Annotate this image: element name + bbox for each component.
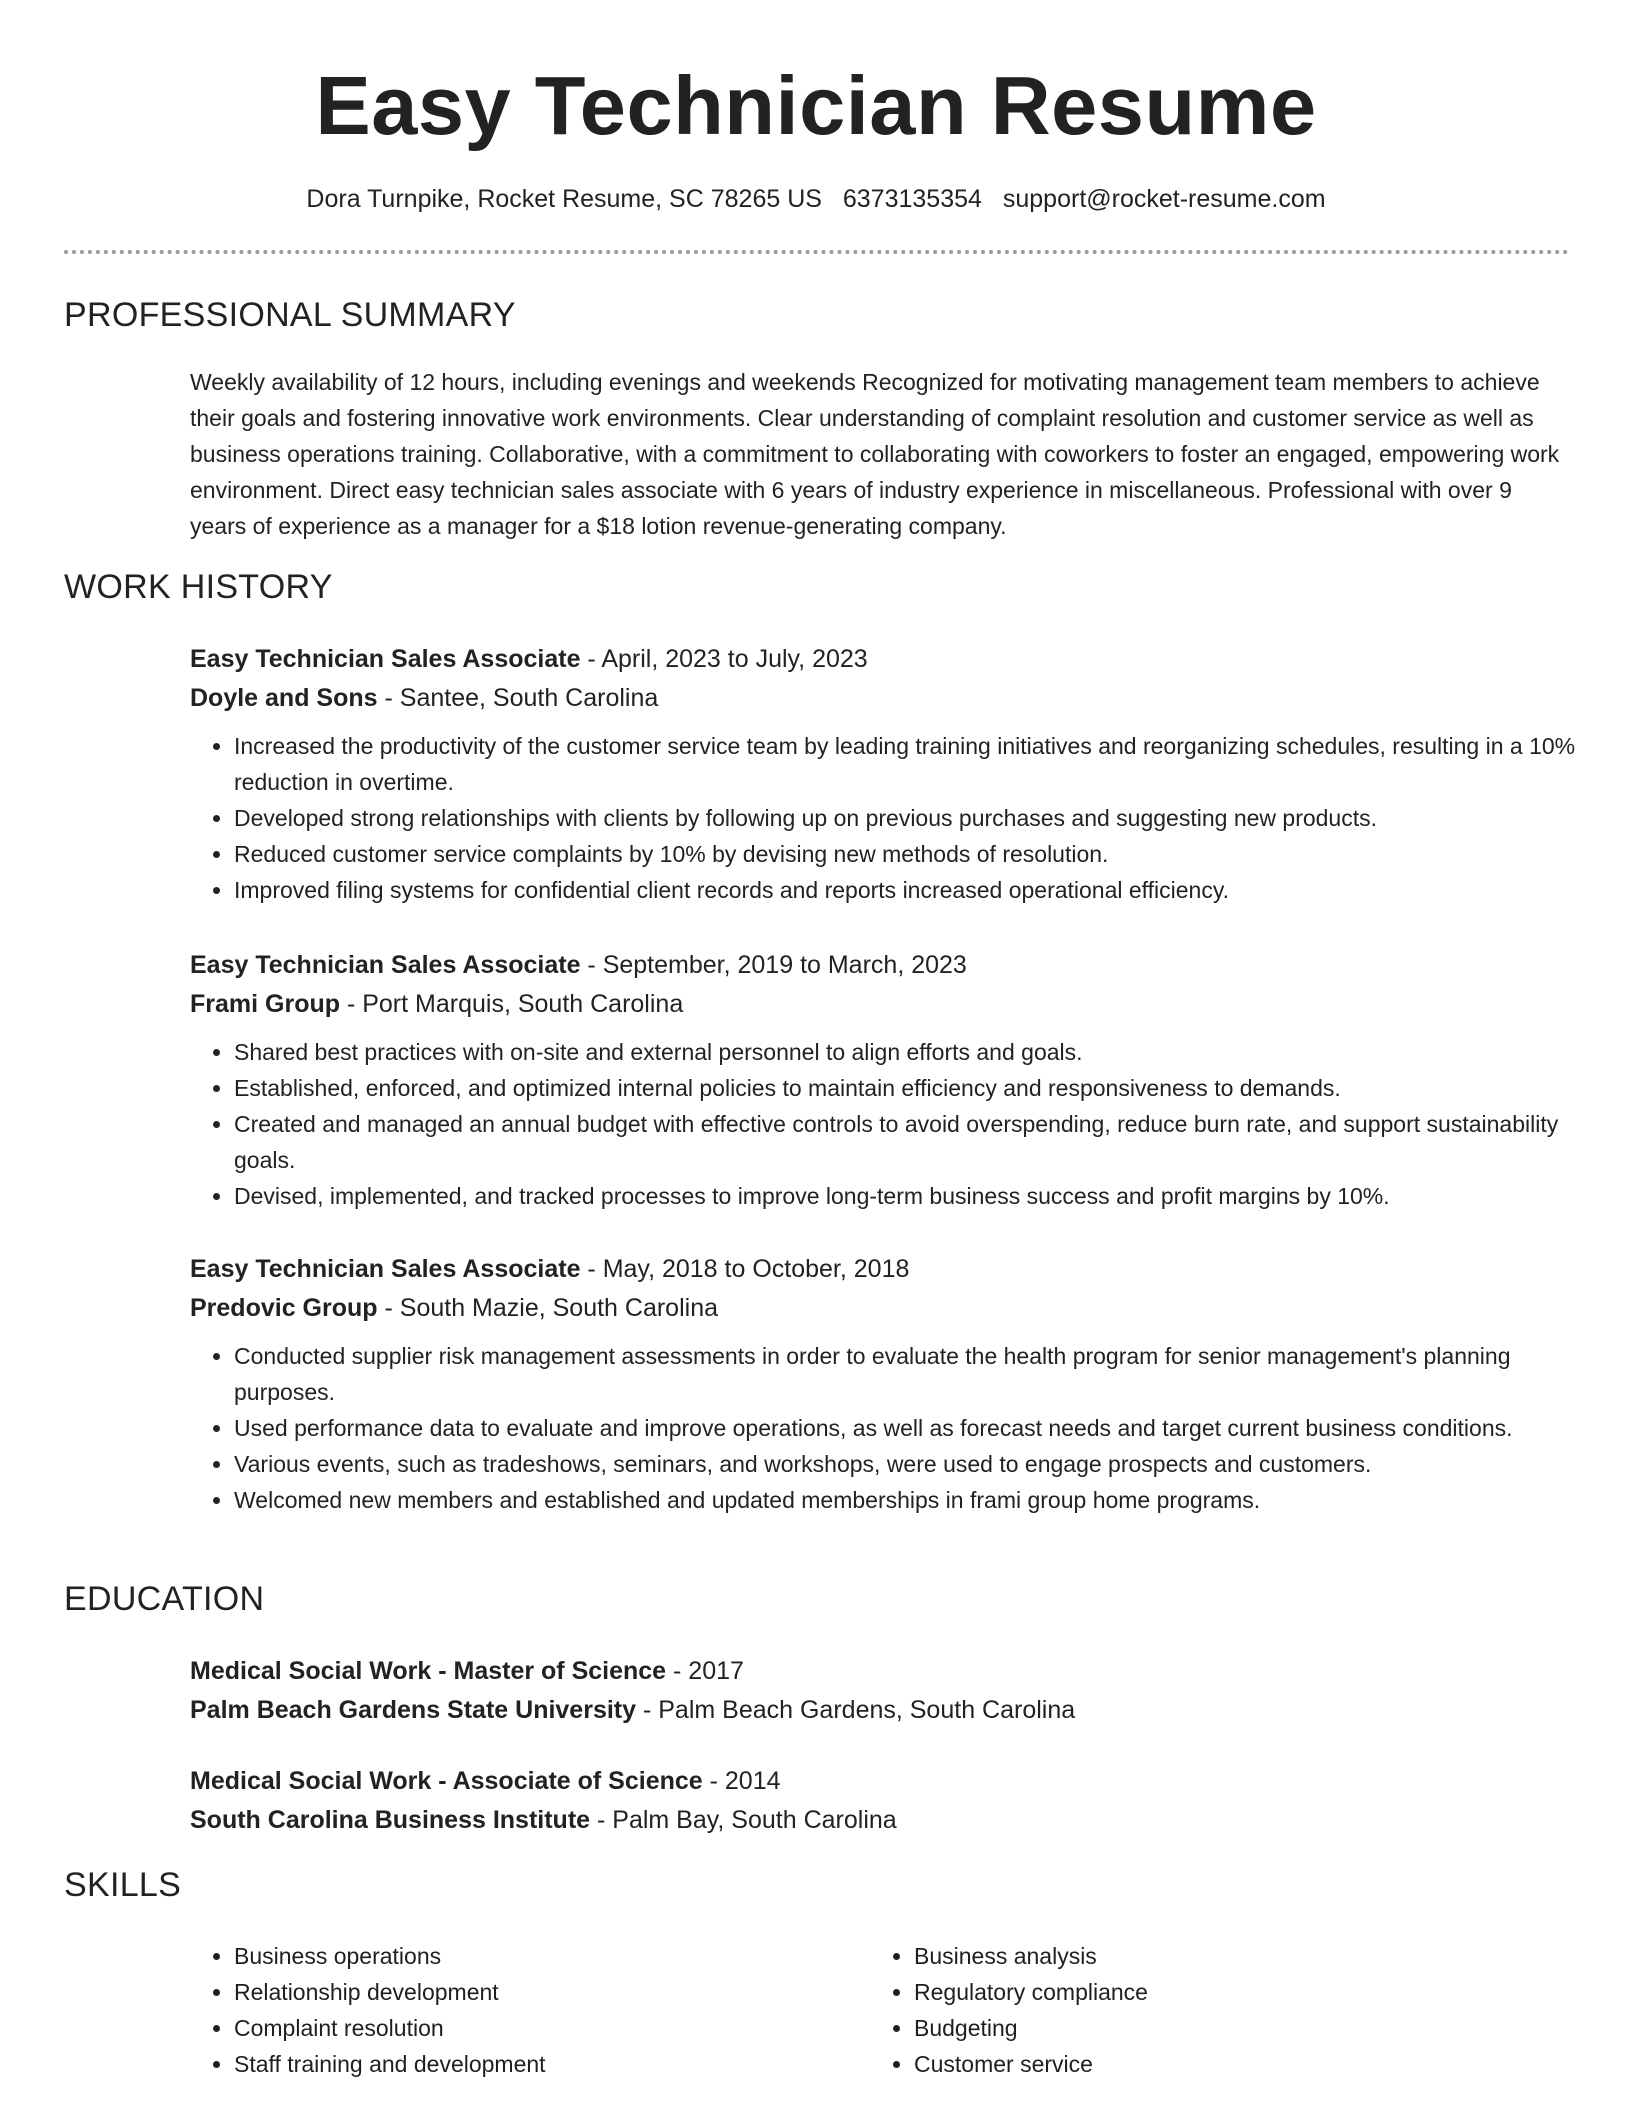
job-title-line <box>190 946 1580 985</box>
school-name: Palm Beach Gardens State University <box>190 1696 637 1724</box>
section-title-skills: SKILLS <box>64 1866 182 1904</box>
job-bullets <box>190 1034 1580 1214</box>
job-entry <box>190 1250 1580 1518</box>
resume-header <box>0 0 1632 156</box>
contact-line <box>0 183 1632 215</box>
list-item: • Increased the productivity of the customer service team by leading training initiatives and reorganizing schedules, resulting in a 10% reduction in overtime. <box>234 728 1580 800</box>
job-dates: - September, 2019 to March, 2023 <box>580 951 967 979</box>
job-dates: - May, 2018 to October, 2018 <box>580 1255 910 1283</box>
skills-column-right <box>870 1938 1550 2082</box>
contact-address: Dora Turnpike, Rocket Resume, SC 78265 US <box>306 185 822 213</box>
job-entry <box>190 640 1580 908</box>
degree-name: Medical Social Work - Master of Science <box>190 1657 667 1685</box>
contact-email: support@rocket-resume.com <box>1002 185 1326 213</box>
job-bullets <box>190 1338 1580 1518</box>
list-item: • Shared best practices with on-site and external personnel to align efforts and goals. <box>234 1034 1580 1070</box>
skills-list <box>190 1938 1570 2082</box>
degree-line <box>190 1652 1580 1691</box>
school-line <box>190 1691 1580 1730</box>
summary-text: Weekly availability of 12 hours, including evenings and weekends Recognized for motivating management team members to achieve their goals and fostering innovative work environments. Clear understanding of complaint resolution and customer service as well as business operations training. Collaborative, with a commitment to collaborating with coworkers to foster an engaged, empowering work environment. Direct easy technician sales associate with 6 years of industry experience in miscellaneous. Professional with over 9 years of experience as a manager for a $18 lotion revenue-generating company. <box>190 369 1560 539</box>
list-item: • Business analysis <box>914 1938 1550 1974</box>
list-item: • Welcomed new members and established and updated memberships in frami group home programs. <box>234 1482 1580 1518</box>
list-item: • Regulatory compliance <box>914 1974 1550 2010</box>
list-item: • Developed strong relationships with clients by following up on previous purchases and suggesting new products. <box>234 800 1580 836</box>
degree-year: - 2014 <box>702 1767 781 1795</box>
job-location: - South Mazie, South Carolina <box>377 1294 719 1322</box>
list-item: • Staff training and development <box>234 2046 870 2082</box>
list-item: • Conducted supplier risk management assessments in order to evaluate the health program for senior management's planning purposes. <box>234 1338 1580 1410</box>
education-entry <box>190 1762 1580 1840</box>
list-item: • Business operations <box>234 1938 870 1974</box>
list-item: • Complaint resolution <box>234 2010 870 2046</box>
list-item: • Established, enforced, and optimized internal policies to maintain efficiency and responsiveness to demands. <box>234 1070 1580 1106</box>
degree-line <box>190 1762 1580 1801</box>
job-entry <box>190 946 1580 1214</box>
job-location: - Santee, South Carolina <box>377 684 659 712</box>
job-bullets <box>190 728 1580 908</box>
school-location: - Palm Bay, South Carolina <box>590 1806 897 1834</box>
job-title-line <box>190 640 1580 679</box>
school-line <box>190 1801 1580 1840</box>
section-title-work: WORK HISTORY <box>64 568 333 606</box>
job-title-line <box>190 1250 1580 1289</box>
job-title: Easy Technician Sales Associate <box>190 1255 581 1283</box>
list-item: • Used performance data to evaluate and improve operations, as well as forecast needs and target current business conditions. <box>234 1410 1580 1446</box>
list-item: • Budgeting <box>914 2010 1550 2046</box>
contact-phone: 6373135354 <box>842 185 982 213</box>
section-title-summary: PROFESSIONAL SUMMARY <box>64 296 516 334</box>
skills-column-left <box>190 1938 870 2082</box>
job-title: Easy Technician Sales Associate <box>190 951 581 979</box>
list-item: • Various events, such as tradeshows, seminars, and workshops, were used to engage prospects and customers. <box>234 1446 1580 1482</box>
job-title: Easy Technician Sales Associate <box>190 645 581 673</box>
list-item: • Devised, implemented, and tracked processes to improve long-term business success and profit margins by 10%. <box>234 1178 1580 1214</box>
resume-title: Easy Technician Resume <box>315 59 1317 152</box>
job-company-line <box>190 1289 1580 1328</box>
job-company-line <box>190 679 1580 718</box>
education-entry <box>190 1652 1580 1730</box>
list-item: • Improved filing systems for confidential client records and reports increased operational efficiency. <box>234 872 1580 908</box>
list-item: • Customer service <box>914 2046 1550 2082</box>
list-item: • Relationship development <box>234 1974 870 2010</box>
job-company: Frami Group <box>190 990 341 1018</box>
school-name: South Carolina Business Institute <box>190 1806 591 1834</box>
job-company: Predovic Group <box>190 1294 378 1322</box>
header-divider <box>64 250 1569 254</box>
job-dates: - April, 2023 to July, 2023 <box>580 645 868 673</box>
job-company: Doyle and Sons <box>190 684 378 712</box>
degree-year: - 2017 <box>666 1657 744 1685</box>
school-location: - Palm Beach Gardens, South Carolina <box>636 1696 1076 1724</box>
job-company-line <box>190 985 1580 1024</box>
list-item: • Reduced customer service complaints by 10% by devising new methods of resolution. <box>234 836 1580 872</box>
section-title-education: EDUCATION <box>64 1580 265 1618</box>
summary-block <box>190 364 1565 544</box>
list-item: • Created and managed an annual budget with effective controls to avoid overspending, reduce burn rate, and support sustainability goals. <box>234 1106 1580 1178</box>
degree-name: Medical Social Work - Associate of Science <box>190 1767 703 1795</box>
job-location: - Port Marquis, South Carolina <box>340 990 684 1018</box>
